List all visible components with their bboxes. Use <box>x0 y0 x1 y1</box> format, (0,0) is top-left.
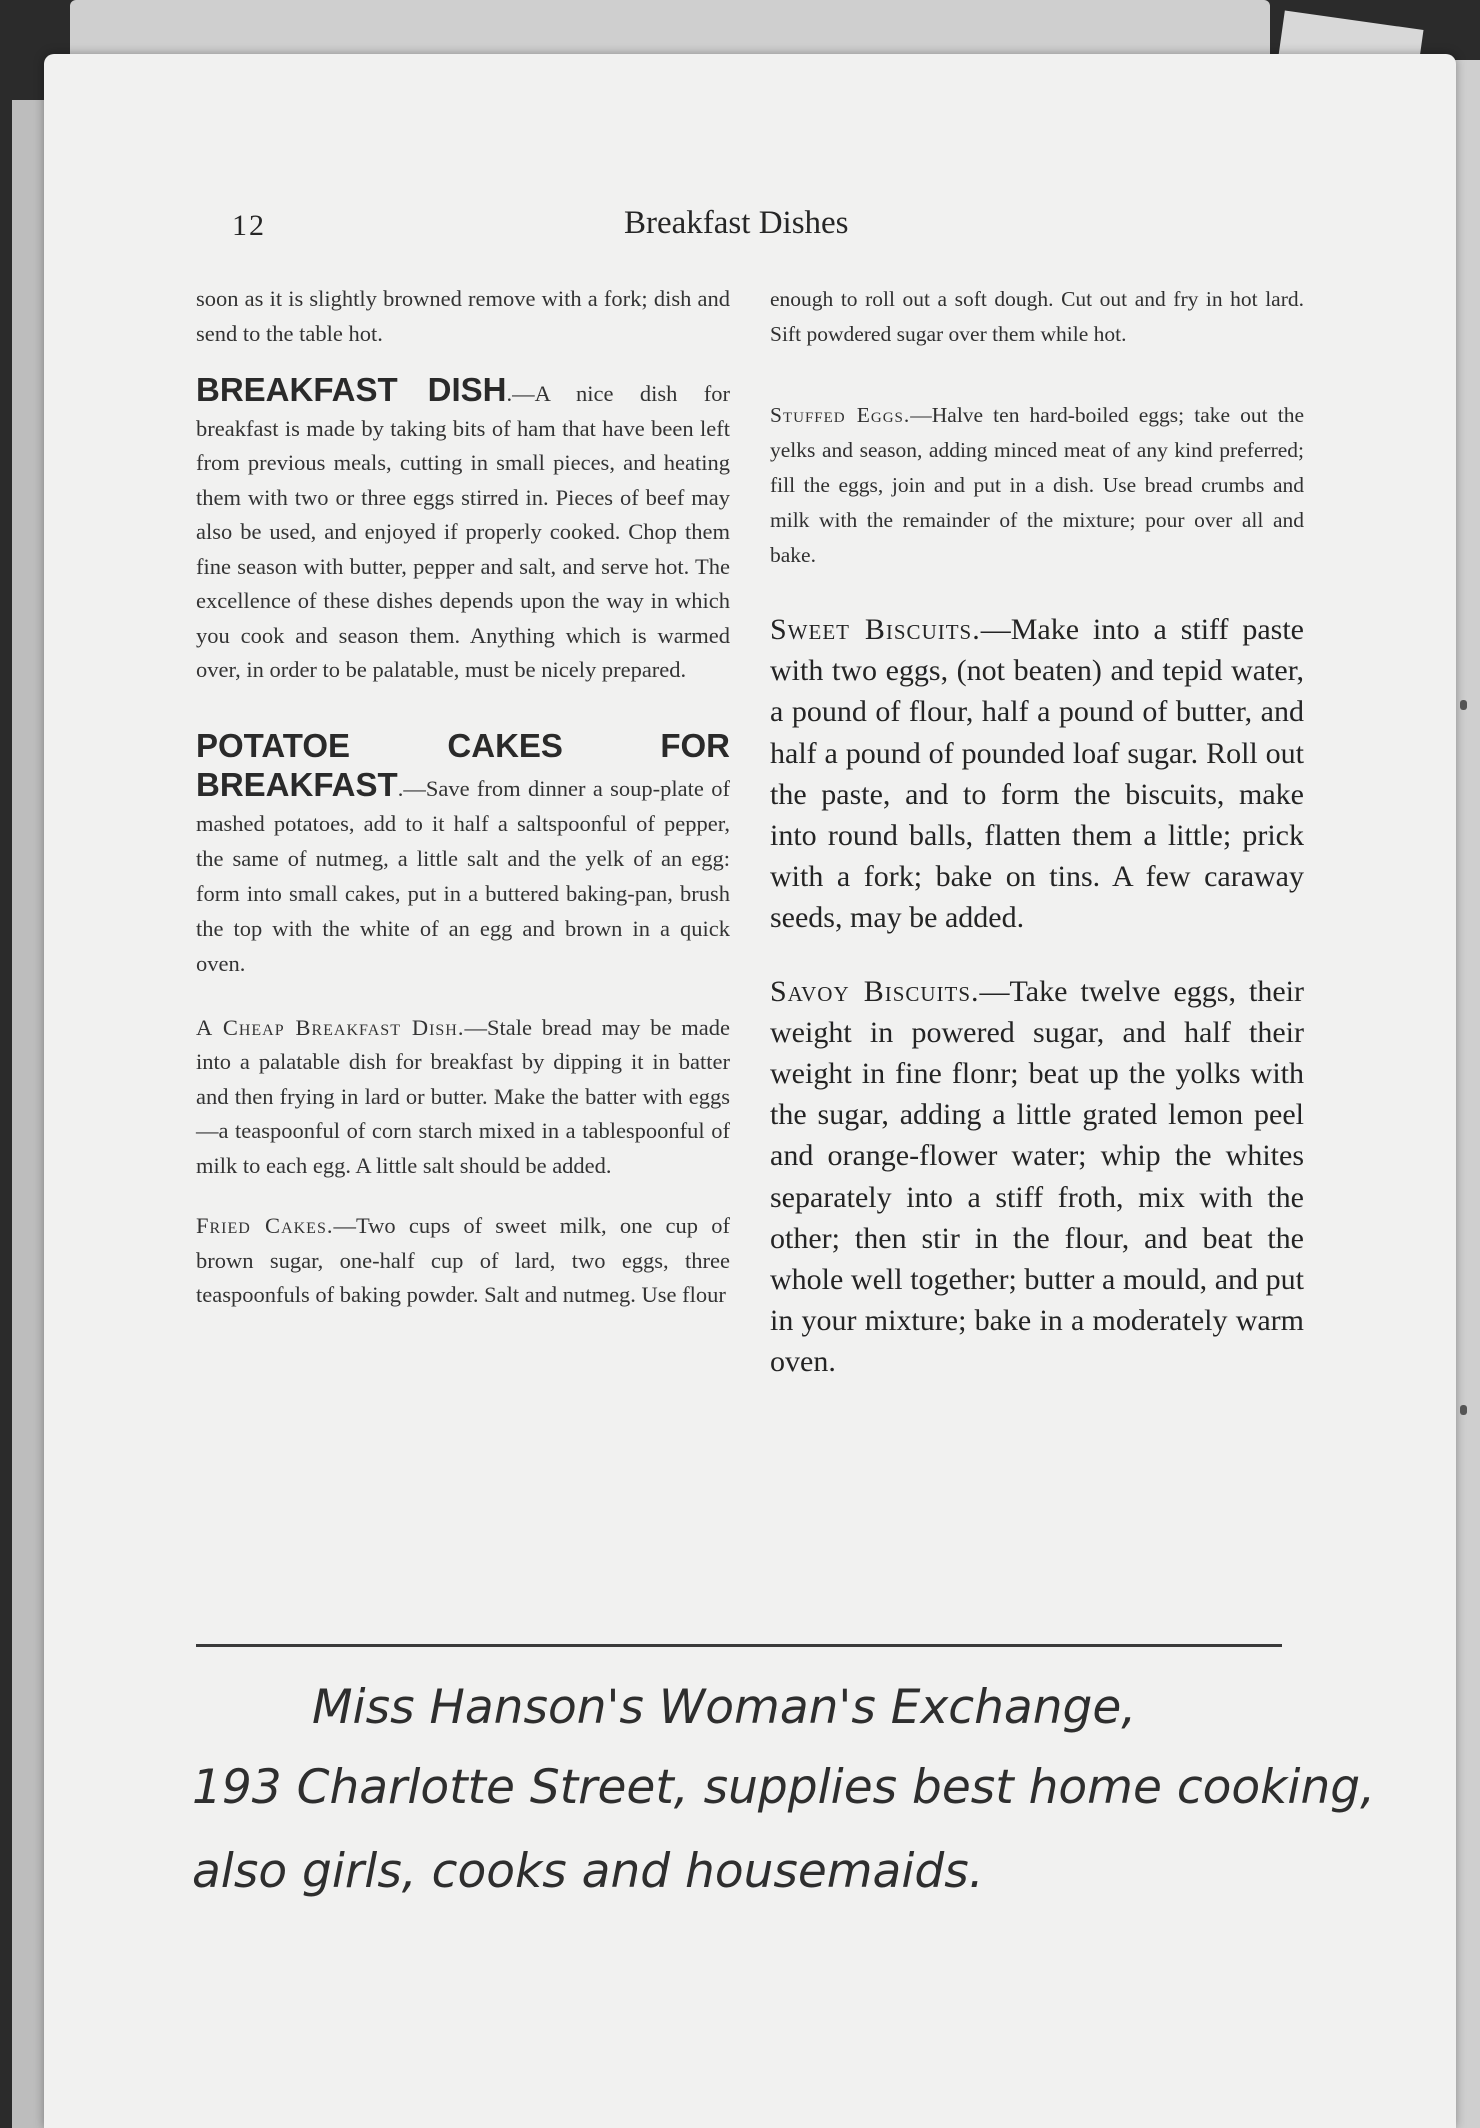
advertisement-line-2: 193 Charlotte Street, supplies best home cooking, <box>192 1760 1376 1815</box>
page-number: 12 <box>232 209 266 242</box>
recipe-heading: Sweet Biscuits. <box>770 613 981 646</box>
horizontal-rule <box>196 1644 1282 1647</box>
binding-mark <box>1460 700 1467 710</box>
continuation-text: enough to roll out a soft dough. Cut out and fry in hot lard. Sift powdered sugar over them while hot. <box>770 287 1304 346</box>
advertisement-line-3: also girls, cooks and housemaids. <box>192 1844 984 1899</box>
recipe-fried-cakes: Fried Cakes.—Two cups of sweet milk, one cup of brown sugar, one-half cup of lard, two eggs, three teaspoonfuls of baking powder. Salt and nutmeg. Use flour <box>196 1213 730 1307</box>
binding-mark <box>1460 1405 1467 1415</box>
recipe-heading: Savoy Biscuits. <box>770 974 980 1008</box>
continuation-text: soon as it is slightly browned remove with a fork; dish and send to the table hot. <box>196 286 730 346</box>
recipe-potato-cakes: POTATOE CAKES FOR BREAKFAST.—Save from dinner a soup-plate of mashed potatoes, add to it half a saltspoonful of pepper, the same of nutmeg, a little salt and the yelk of an egg: form into small cakes, put in a buttered baking-pan, brush the top with the white of an egg and brown in a quick oven. <box>196 726 730 976</box>
running-title: Breakfast Dishes <box>624 205 849 241</box>
page-left-edge <box>12 100 46 2128</box>
recipe-heading: BREAKFAST DISH <box>196 371 507 408</box>
right-column <box>770 282 1304 1383</box>
recipe-body: Halve ten hard-boiled eggs; take out the yelks and season, adding minced meat of any kind preferred; fill the eggs, join and put in a dish. Use bread crumbs and milk with the remainder of the mixture; pour over all and bake. <box>770 403 1304 567</box>
advertisement-line-1: Miss Hanson's Woman's Exchange, <box>312 1680 1137 1735</box>
recipe-sweet-biscuits: Sweet Biscuits.—Make into a stiff paste with two eggs, (not beaten) and tepid water, a pound of flour, half a pound of butter, and half a pound of pounded loaf sugar. Roll out the paste, and to form the biscuits, make into round balls, flatten them a little; prick with a fork; bake on tins. A few caraway seeds, may be added. <box>770 613 1304 935</box>
recipe-body: Take twelve eggs, their weight in powered sugar, and half their weight in fine flonr; beat up the yolks with the sugar, adding a little grated lemon peel and orange-flower water; whip the whites separately into a stiff froth, mix with the other; then stir in the flour, and beat the whole well together; butter a mould, and put in your mixture; bake in a moderately warm oven. <box>770 974 1304 1379</box>
recipe-body: Two cups of sweet milk, one cup of brown sugar, one-half cup of lard, two eggs, three teaspoonfuls of baking powder. Salt and nutmeg. Use flour <box>196 1213 730 1307</box>
recipe-heading: POTATOE CAKES FOR BREAKFAST <box>196 726 730 803</box>
recipe-breakfast-dish: BREAKFAST DISH.—A nice dish for breakfast is made by taking bits of ham that have been left from previous meals, cutting in small pieces, and heating them with two or three eggs stirred in. Pieces of beef may also be used, and enjoyed if properly cooked. Chop them fine season with butter, pepper and salt, and serve hot. The excellence of these dishes depends upon the way in which you cook and season them. Anything which is warmed over, in order to be palatable, must be nicely prepared. <box>196 371 731 682</box>
recipe-savoy-biscuits: Savoy Biscuits.—Take twelve eggs, their weight in powered sugar, and half their weight in fine flonr; beat up the yolks with the sugar, adding a little grated lemon peel and orange-flower water; whip the whites separately into a stiff froth, mix with the other; then stir in the flour, and beat the whole well together; butter a mould, and put in your mixture; bake in a moderately warm oven. <box>770 974 1304 1379</box>
recipe-heading: Stuffed Eggs. <box>770 403 911 427</box>
recipe-cheap-dish: A Cheap Breakfast Dish.—Stale bread may be made into a palatable dish for breakfast by dipping it in batter and then frying in lard or butter. Make the batter with eggs—a teaspoonful of corn starch mixed in a tablespoonful of milk to each egg. A little salt should be added. <box>196 1014 731 1178</box>
left-column <box>196 282 730 1313</box>
recipe-body: Stale bread may be made into a palatable dish for breakfast by dipping it in batter and then frying in lard or butter. Make the batter with eggs—a teaspoonful of corn starch mixed in a tablespoonful of milk to each egg. A little salt should be added. <box>196 1014 731 1178</box>
recipe-stuffed-eggs: Stuffed Eggs.—Halve ten hard-boiled eggs; take out the yelks and season, adding minced meat of any kind preferred; fill the eggs, join and put in a dish. Use bread crumbs and milk with the remainder of the mixture; pour over all and bake. <box>770 403 1304 567</box>
recipe-body: A nice dish for breakfast is made by taking bits of ham that have been left from previous meals, cutting in small pieces, and heating them with two or three eggs stirred in. Pieces of beef may also be used, and enjoyed if properly cooked. Chop them fine season with butter, pepper and salt, and serve hot. The excellence of these dishes depends upon the way in which you cook and season them. Anything which is warmed over, in order to be palatable, must be nicely prepared. <box>196 381 731 682</box>
recipe-heading: A Cheap Breakfast Dish. <box>196 1014 465 1040</box>
recipe-heading: Fried Cakes. <box>196 1213 334 1238</box>
recipe-body: Make into a stiff paste with two eggs, (not beaten) and tepid water, a pound of flour, half a pound of butter, and half a pound of pounded loaf sugar. Roll out the paste, and to form the biscuits, make into round balls, flatten them a little; prick with a fork; bake on tins. A few caraway seeds, may be added. <box>770 613 1304 935</box>
page-right-edge <box>1452 60 1480 2128</box>
page-header <box>232 205 1232 249</box>
recipe-body: Save from dinner a soup-plate of mashed potatoes, add to it half a saltspoonful of pepper, the same of nutmeg, a little salt and the yelk of an egg: form into small cakes, put in a buttered baking-pan, brush the top with the white of an egg and brown in a quick oven. <box>196 775 730 976</box>
